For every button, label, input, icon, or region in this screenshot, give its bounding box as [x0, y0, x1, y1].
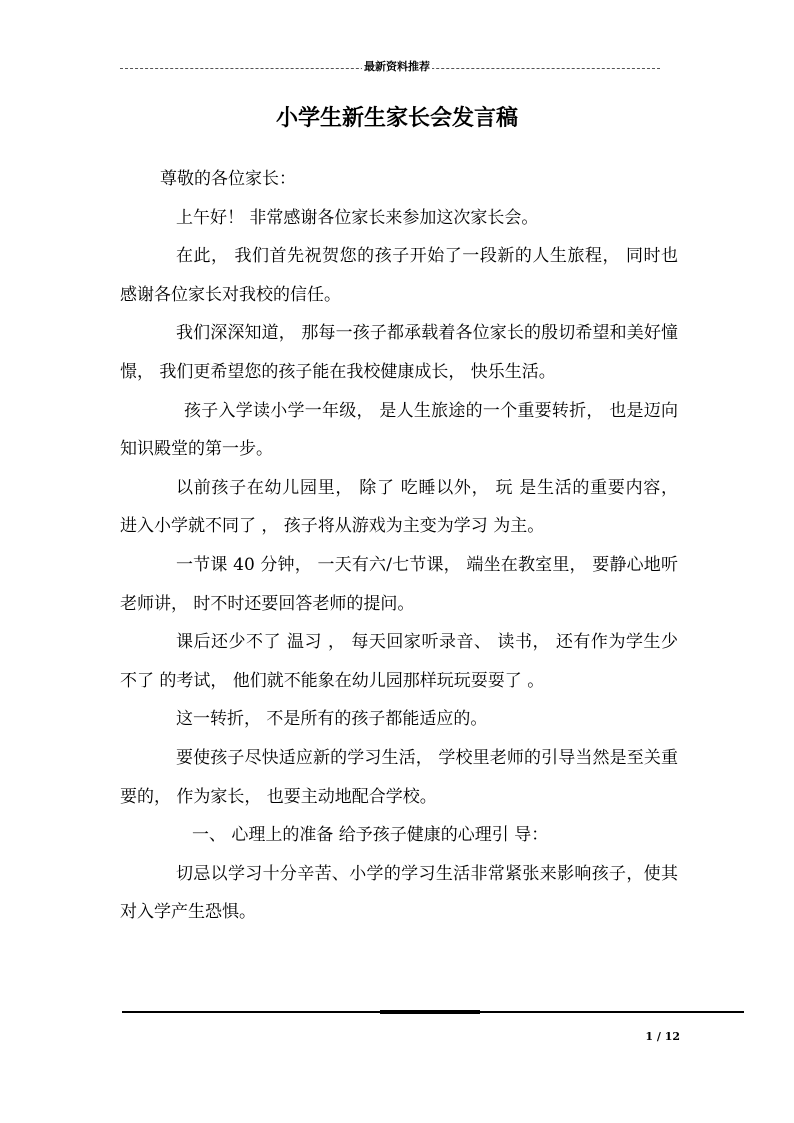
document-body — [120, 160, 678, 932]
paragraph: 切忌以学习十分辛苦、小学的学习生活非常紧张来影响孩子，使其对入学产生恐惧。 — [120, 863, 678, 923]
paragraph: 上午好！ 非常感谢各位家长来参加这次家长会。 — [176, 207, 539, 228]
paragraph: 孩子入学读小学一年级， 是人生旅途的一个重要转折， 也是迈向知识殿堂的第一步。 — [120, 400, 678, 460]
footer-divider-accent — [380, 1010, 480, 1014]
paragraph: 我们深深知道， 那每一孩子都承载着各位家长的殷切希望和美好憧憬， 我们更希望您的孩子能在我校健康成长， 快乐生活。 — [120, 323, 678, 382]
paragraph: 以前孩子在幼儿园里， 除了 吃睡以外， 玩 是生活的重要内容， 进入小学就不同了 ， 孩子将从游戏为主变为学习 为主。 — [120, 477, 678, 537]
header-label — [0, 59, 794, 75]
paragraph: 这一转折， 不是所有的孩子都能适应的。 — [176, 709, 488, 730]
paragraph: 要使孩子尽快适应新的学习生活， 学校里老师的引导当然是至关重要的， 作为家长， 也要主动地配合学校。 — [120, 747, 678, 807]
greeting: 尊敬的各位家长： — [160, 169, 296, 189]
document-title: 小学生新生家长会发言稿 — [275, 106, 518, 131]
paragraph: 在此， 我们首先祝贺您的孩子开始了一段新的人生旅程， 同时也感谢各位家长对我校的信任。 — [120, 246, 678, 305]
section-heading: 一、 心理上的准备 给予孩子健康的心理引 导： — [192, 825, 549, 846]
paragraph: 课后还少不了 温习 ， 每天回家听录音、 读书， 还有作为学生少不了 的考试， 他们就不能象在幼儿园那样玩玩耍耍了 。 — [120, 632, 678, 691]
paragraph: 一节课 40 分钟， 一天有六/七节课， 端坐在教室里， 要静心地听老师讲， 时不时还要回答老师的提问。 — [120, 554, 678, 614]
header-label-text: 最新资料推荐 — [364, 60, 430, 73]
page-number: 1 / 12 — [645, 1030, 680, 1043]
